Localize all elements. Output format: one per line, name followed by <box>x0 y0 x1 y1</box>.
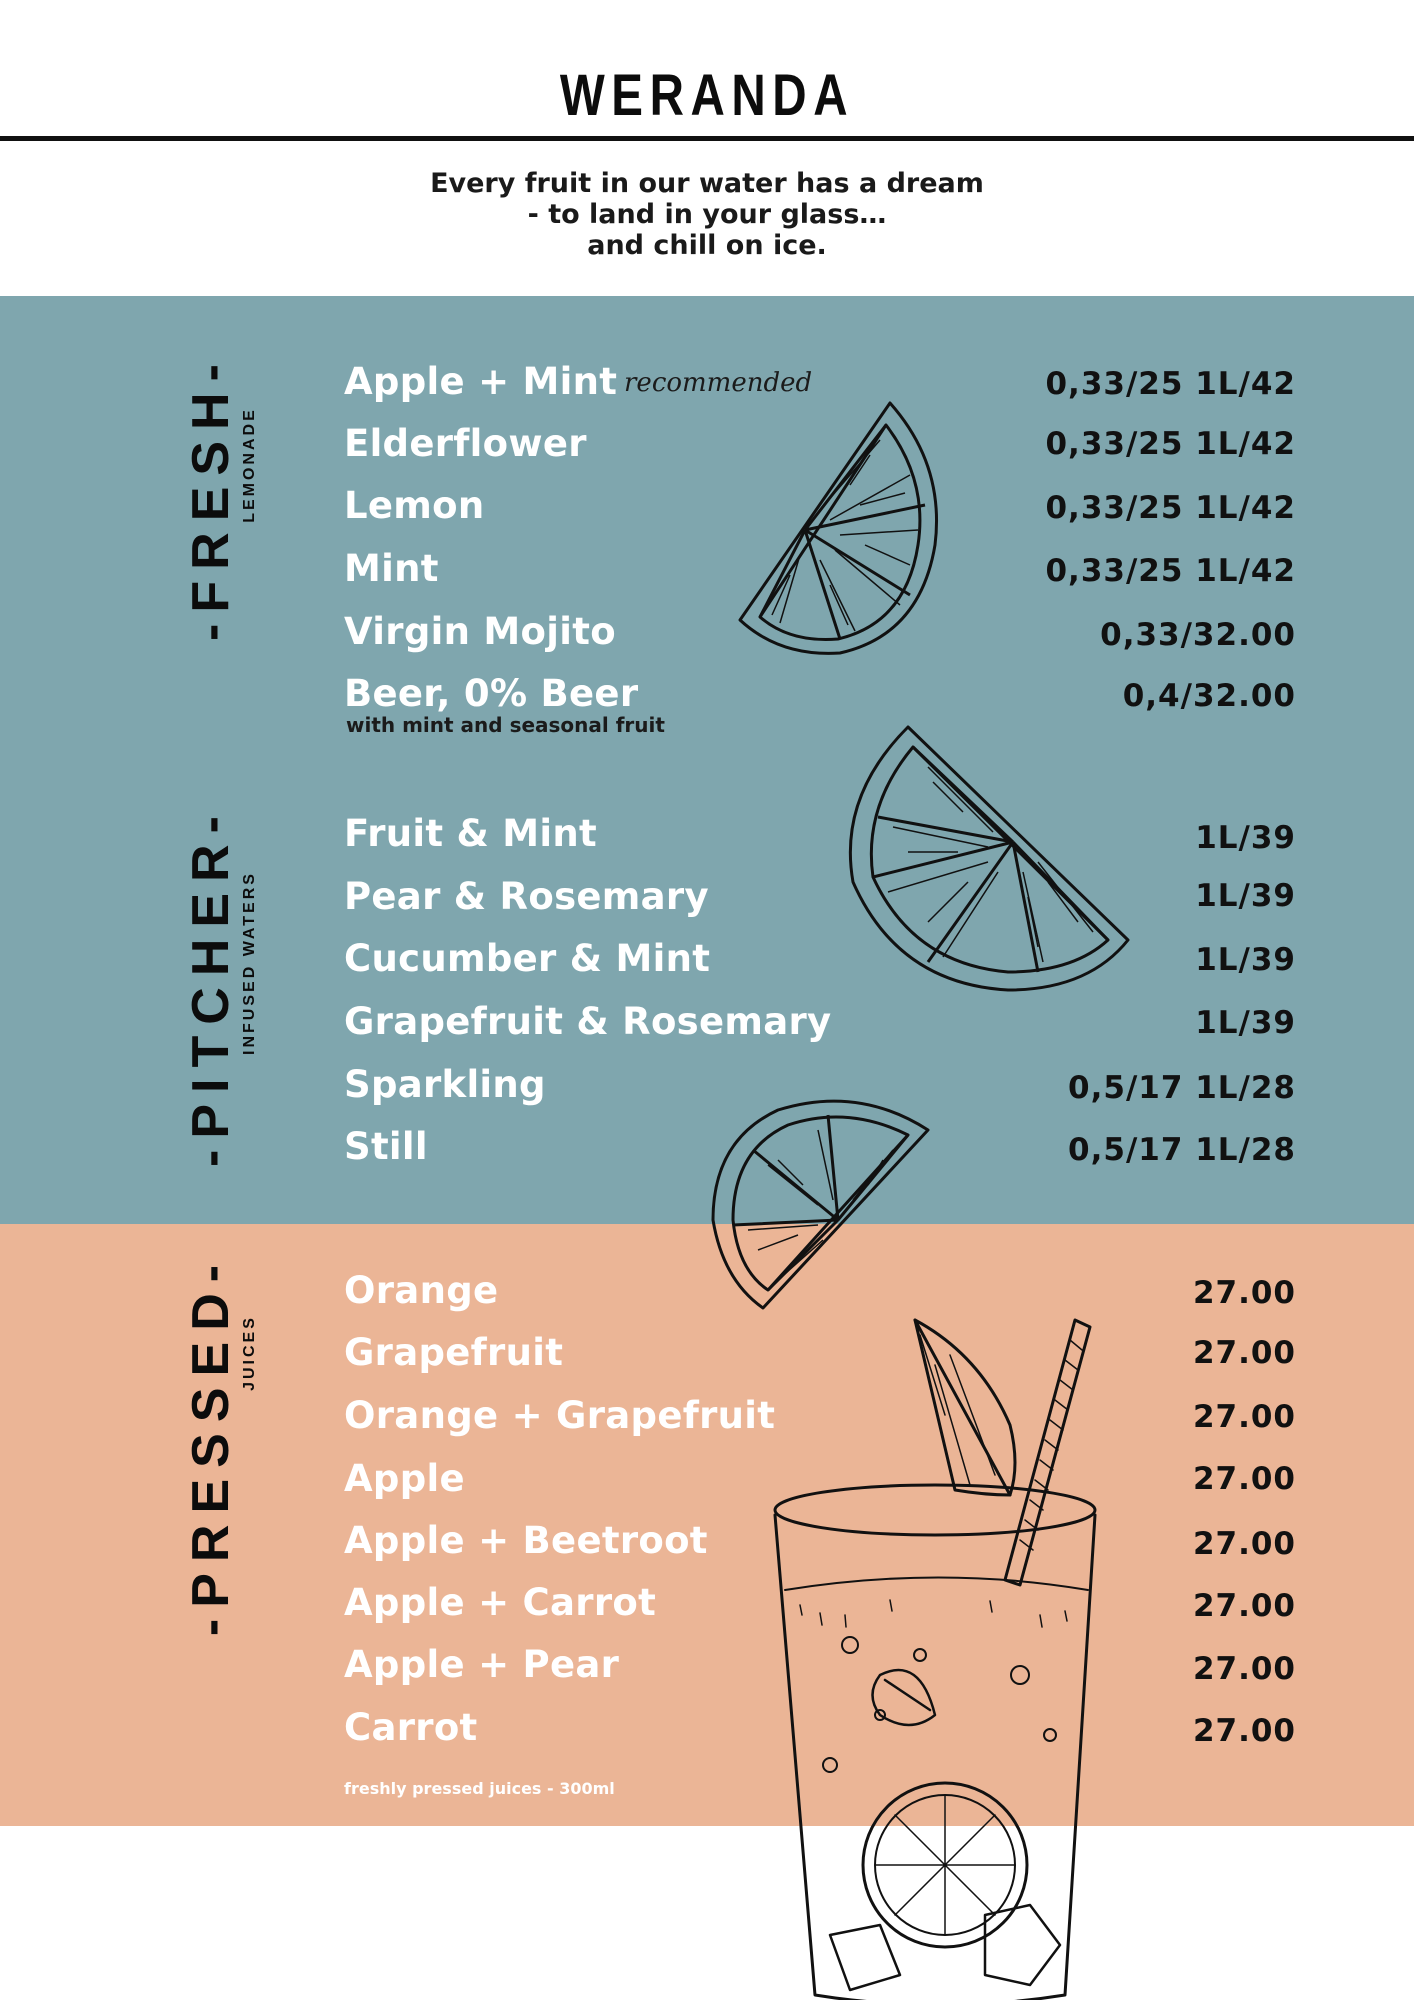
pressed-heading: -PRESSED- <box>182 1253 240 1637</box>
menu-item-price: 0,33/32.00 <box>1100 617 1296 653</box>
menu-item-price: 0,4/32.00 <box>1122 678 1296 714</box>
menu-item-price: 27.00 <box>1192 1526 1296 1562</box>
menu-item-name: Apple <box>344 1457 465 1500</box>
brand-title: WERANDA <box>559 63 855 128</box>
menu-item-name: Carrot <box>344 1706 478 1749</box>
menu-item-name: Virgin Mojito <box>344 610 616 653</box>
menu-item-price: 0,5/17 1L/28 <box>1068 1070 1296 1106</box>
tagline-line-2: - to land in your glass… <box>527 199 887 230</box>
menu-item-name: Apple + Mint <box>344 360 618 403</box>
menu-item-price: 0,33/25 1L/42 <box>1045 490 1296 526</box>
menu-item-name: Orange <box>344 1269 499 1312</box>
fresh-subheading: LEMONADE <box>241 407 258 523</box>
menu-item-note: with mint and seasonal fruit <box>346 713 665 737</box>
menu-item-name: Pear & Rosemary <box>344 875 709 918</box>
menu-item-name: Mint <box>344 547 439 590</box>
pressed-subheading: JUICES <box>241 1315 258 1391</box>
menu-item-price: 27.00 <box>1192 1713 1296 1749</box>
juice-glass-icon <box>770 1315 1110 2000</box>
menu-item-price: 1L/39 <box>1195 878 1296 914</box>
menu-item-name: Lemon <box>344 484 485 527</box>
menu-item-name: Beer, 0% Beer <box>344 672 639 715</box>
menu-item-price: 27.00 <box>1192 1651 1296 1687</box>
menu-item-price: 0,33/25 1L/42 <box>1045 366 1296 402</box>
menu-item-name: Still <box>344 1125 428 1168</box>
pitcher-heading: -PITCHER- <box>182 805 240 1167</box>
orange-slice-icon <box>708 1090 933 1310</box>
pressed-footnote: freshly pressed juices - 300ml <box>344 1779 615 1798</box>
menu-item-name: Fruit & Mint <box>344 812 598 855</box>
menu-item-price: 0,33/25 1L/42 <box>1045 426 1296 462</box>
menu-item-price: 0,33/25 1L/42 <box>1045 553 1296 589</box>
menu-item-price: 1L/39 <box>1195 942 1296 978</box>
menu-item-name: Orange + Grapefruit <box>344 1394 776 1437</box>
header-divider <box>0 136 1414 141</box>
menu-item-price: 27.00 <box>1192 1275 1296 1311</box>
menu-item-name: Grapefruit <box>344 1331 564 1374</box>
menu-item-price: 0,5/17 1L/28 <box>1068 1132 1296 1168</box>
menu-item-name: Grapefruit & Rosemary <box>344 1000 832 1043</box>
menu-item-price: 27.00 <box>1192 1588 1296 1624</box>
orange-slice-icon <box>720 395 950 655</box>
tagline-line-3: and chill on ice. <box>587 230 827 261</box>
menu-item-price: 1L/39 <box>1195 820 1296 856</box>
recommended-label: recommended <box>624 368 813 398</box>
menu-item-price: 27.00 <box>1192 1461 1296 1497</box>
menu-item-name: Elderflower <box>344 422 587 465</box>
orange-slice-icon <box>838 722 1133 997</box>
pitcher-subheading: INFUSED WATERS <box>241 871 258 1055</box>
menu-item-name: Apple + Carrot <box>344 1581 657 1624</box>
menu-item-name: Apple + Pear <box>344 1643 620 1686</box>
menu-item-name: Apple + Beetroot <box>344 1519 708 1562</box>
menu-item-price: 27.00 <box>1192 1399 1296 1435</box>
menu-item-name: Sparkling <box>344 1063 546 1106</box>
tagline <box>0 168 1414 261</box>
tagline-line-1: Every fruit in our water has a dream <box>430 168 984 199</box>
fresh-heading: -FRESH- <box>182 353 240 641</box>
menu-item-name: Cucumber & Mint <box>344 937 711 980</box>
menu-item-price: 1L/39 <box>1195 1005 1296 1041</box>
menu-item-price: 27.00 <box>1192 1335 1296 1371</box>
